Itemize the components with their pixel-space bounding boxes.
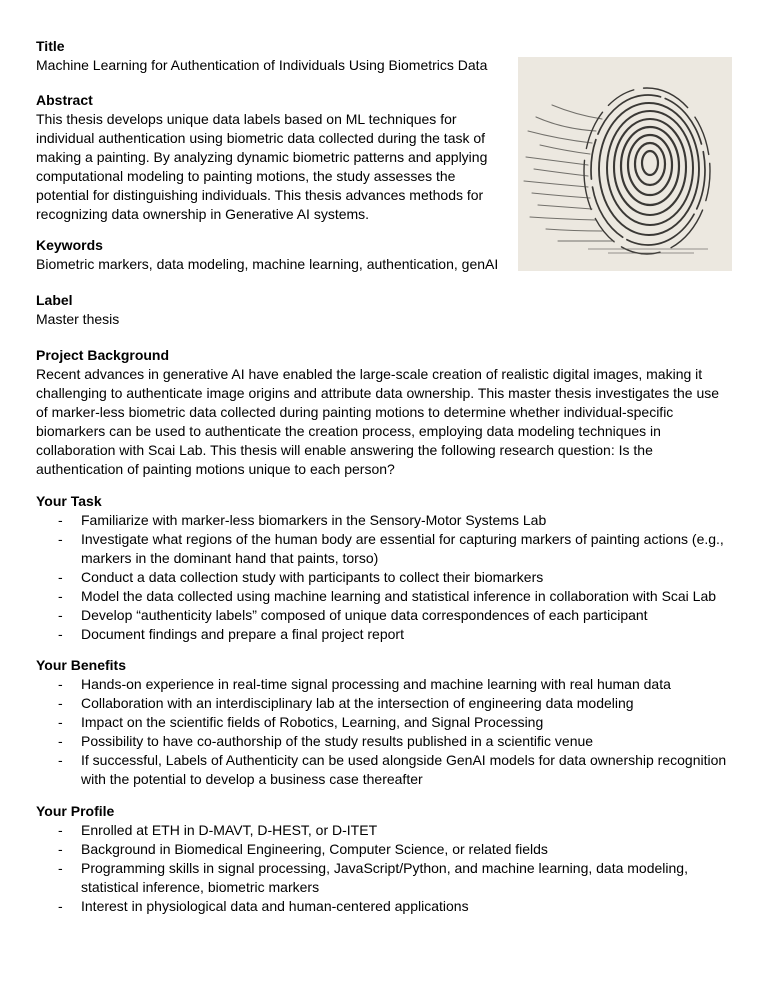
- list-item: [36, 587, 736, 606]
- list-item-text: Investigate what regions of the human body are essential for capturing markers of painting actions (e.g., markers in the dominant hand that paints, torso): [81, 531, 724, 566]
- abstract-heading: Abstract: [36, 92, 93, 108]
- abstract-section: [36, 91, 500, 224]
- label-heading: Label: [36, 292, 73, 308]
- bullet-dash: -: [58, 860, 63, 876]
- profile-list: [36, 821, 736, 916]
- task-heading: Your Task: [36, 493, 102, 509]
- list-item-text: Background in Biomedical Engineering, Computer Science, or related fields: [81, 841, 548, 857]
- bullet-dash: -: [58, 898, 63, 914]
- bullet-dash: -: [58, 531, 63, 547]
- list-item: [36, 897, 736, 916]
- list-item-text: Hands-on experience in real-time signal processing and machine learning with real human data: [81, 676, 671, 692]
- list-item: [36, 859, 736, 897]
- list-item: [36, 694, 736, 713]
- background-heading: Project Background: [36, 347, 170, 363]
- bullet-dash: -: [58, 626, 63, 642]
- bullet-dash: -: [58, 822, 63, 838]
- list-item: [36, 568, 736, 587]
- bullet-dash: -: [58, 752, 63, 768]
- title-heading: Title: [36, 38, 65, 54]
- list-item: [36, 530, 736, 568]
- task-section: [36, 492, 736, 644]
- keywords-heading: Keywords: [36, 237, 103, 253]
- bullet-dash: -: [58, 607, 63, 623]
- list-item: [36, 625, 736, 644]
- fingerprint-sketch-icon: [518, 57, 732, 271]
- list-item: [36, 751, 736, 789]
- list-item-text: Model the data collected using machine learning and statistical inference in collaboration with Scai Lab: [81, 588, 717, 604]
- list-item-text: Interest in physiological data and human-centered applications: [81, 898, 469, 914]
- label-section: [36, 291, 736, 329]
- list-item: [36, 840, 736, 859]
- list-item-text: Document findings and prepare a final project report: [81, 626, 404, 642]
- benefits-heading: Your Benefits: [36, 657, 126, 673]
- benefits-list: [36, 675, 736, 789]
- list-item: [36, 675, 736, 694]
- bullet-dash: -: [58, 733, 63, 749]
- task-list: [36, 511, 736, 644]
- list-item: [36, 732, 736, 751]
- list-item: [36, 511, 736, 530]
- list-item-text: Programming skills in signal processing, JavaScript/Python, and machine learning, data modeling, statistical inference, biometric markers: [81, 860, 688, 895]
- list-item-text: Develop “authenticity labels” composed of unique data correspondences of each participant: [81, 607, 648, 623]
- background-text: Recent advances in generative AI have enabled the large-scale creation of realistic digital images, making it challenging to authenticate image origins and attribute data ownership. This master thesis investigates the use of marker-less biometric data collected during painting motions to determine whether individual-specific biomarkers can be used to authenticate the creation process, employing data modeling techniques in collaboration with Scai Lab. This thesis will enable answering the following research question: Is the authentication of painting motions unique to each person?: [36, 366, 720, 477]
- list-item-text: Familiarize with marker-less biomarkers in the Sensory-Motor Systems Lab: [81, 512, 547, 528]
- list-item-text: Impact on the scientific fields of Robotics, Learning, and Signal Processing: [81, 714, 544, 730]
- benefits-section: [36, 656, 736, 789]
- list-item-text: Possibility to have co-authorship of the study results published in a scientific venue: [81, 733, 594, 749]
- list-item: [36, 821, 736, 840]
- bullet-dash: -: [58, 714, 63, 730]
- fingerprint-image: [518, 57, 732, 271]
- keywords-text: Biometric markers, data modeling, machine learning, authentication, genAI: [36, 256, 499, 272]
- bullet-dash: -: [58, 512, 63, 528]
- list-item-text: If successful, Labels of Authenticity can be used alongside GenAI models for data ownership recognition with the potential to develop a business case thereafter: [81, 752, 727, 787]
- list-item-text: Enrolled at ETH in D-MAVT, D-HEST, or D-ITET: [81, 822, 378, 838]
- abstract-text: This thesis develops unique data labels based on ML techniques for individual authentication using biometric data collected during the task of making a painting. By analyzing dynamic biometric patterns and applying computational modeling to painting motions, the study assesses the potential for distinguishing individuals. This thesis advances methods for recognizing data ownership in Generative AI systems.: [36, 111, 488, 222]
- bullet-dash: -: [58, 588, 63, 604]
- bullet-dash: -: [58, 695, 63, 711]
- background-section: [36, 346, 732, 479]
- bullet-dash: -: [58, 676, 63, 692]
- list-item-text: Collaboration with an interdisciplinary lab at the intersection of engineering data modeling: [81, 695, 634, 711]
- profile-section: [36, 802, 736, 916]
- list-item: [36, 713, 736, 732]
- label-text: Master thesis: [36, 311, 120, 327]
- title-text: Machine Learning for Authentication of Individuals Using Biometrics Data: [36, 57, 488, 73]
- list-item: [36, 606, 736, 625]
- bullet-dash: -: [58, 569, 63, 585]
- profile-heading: Your Profile: [36, 803, 115, 819]
- bullet-dash: -: [58, 841, 63, 857]
- list-item-text: Conduct a data collection study with participants to collect their biomarkers: [81, 569, 544, 585]
